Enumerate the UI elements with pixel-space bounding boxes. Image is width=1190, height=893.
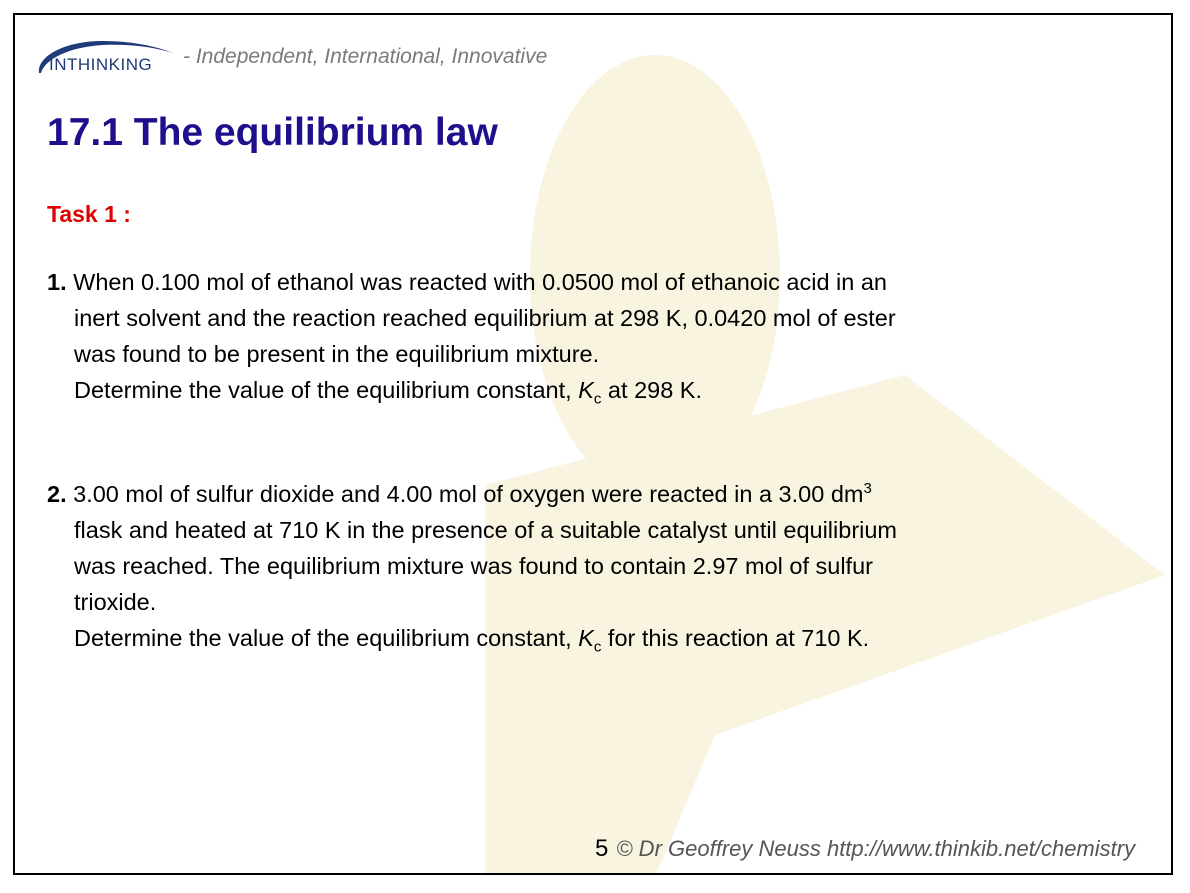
question-1-line-3: was found to be present in the equilibrium mixture. (74, 341, 600, 367)
question-1-line-2: inert solvent and the reaction reached equilibrium at 298 K, 0.0420 mol of ester (74, 305, 896, 331)
page-number: 5 (595, 835, 609, 862)
slide (13, 13, 1173, 875)
question-2-line-5: Determine the value of the equilibrium constant, $K_c$ for this reaction at 710 K. (74, 625, 870, 656)
inthinking-logo: INTHINKING (33, 27, 183, 83)
question-1-line-1: 1. When 0.100 mol of ethanol was reacted with 0.0500 mol of ethanoic acid in an (47, 269, 888, 295)
question-1 (47, 264, 1107, 408)
question-2-line-3: was reached. The equilibrium mixture was found to contain 2.97 mol of sulfur (74, 553, 873, 579)
task-label: Task 1 : (47, 201, 131, 227)
copyright: © Dr Geoffrey Neuss http://www.thinkib.net/chemistry (616, 836, 1136, 861)
question-1-line-4: Determine the value of the equilibrium constant, $K_c$ at 298 K. (74, 377, 703, 408)
question-2-number: 2. (47, 481, 67, 507)
question-2-line-4: trioxide. (74, 589, 157, 615)
page-title: 17.1 The equilibrium law (47, 111, 498, 154)
question-2 (47, 476, 1107, 656)
tagline: - Independent, International, Innovative (183, 45, 548, 68)
footer (595, 835, 1135, 863)
question-1-number: 1. (47, 269, 67, 295)
question-2-line-1: 2. 3.00 mol of sulfur dioxide and 4.00 mol of oxygen were reacted in a 3.00 $dm^3$ (47, 480, 872, 507)
question-2-line-2: flask and heated at 710 K in the presence of a suitable catalyst until equilibrium (74, 517, 898, 543)
